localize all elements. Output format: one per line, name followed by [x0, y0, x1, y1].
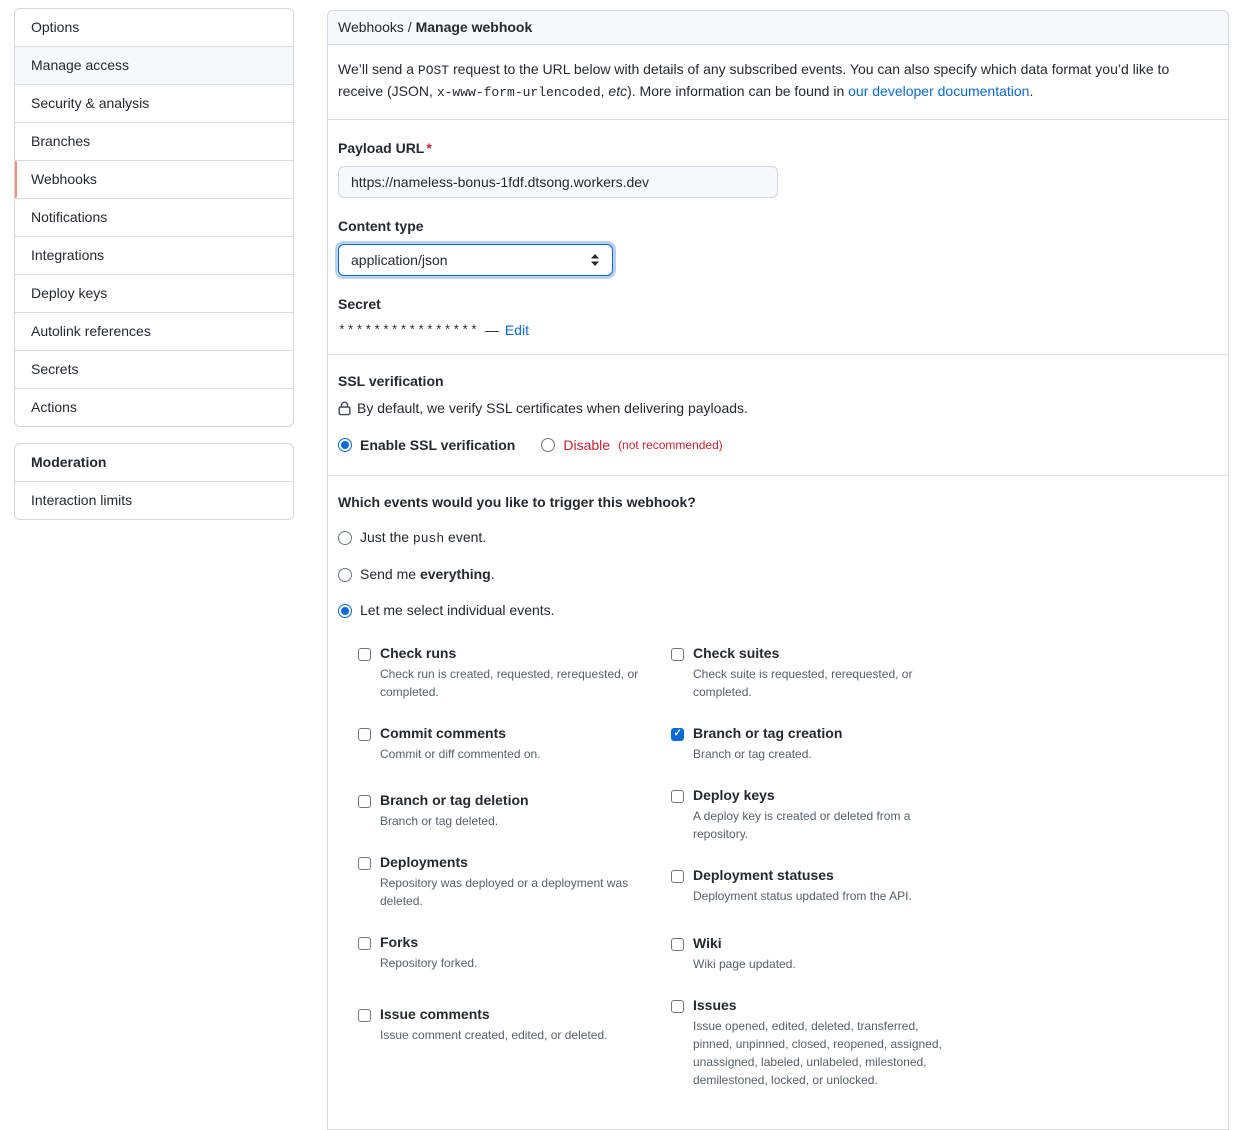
event-item-issue-comments: Issue comments Issue comment created, edited, or deleted. [358, 1006, 671, 1044]
sidebar-item-branches[interactable]: Branches [15, 122, 293, 160]
enable-ssl-label: Enable SSL verification [360, 437, 516, 453]
send-everything-label: Send me everything. [360, 566, 495, 582]
content-type-selected-value: application/json [351, 252, 448, 268]
commit-comments-checkbox[interactable] [358, 728, 371, 741]
urlencoded-code: x-www-form-urlencoded [436, 85, 601, 100]
branch-tag-deletion-checkbox[interactable] [358, 795, 371, 808]
event-column-right [671, 645, 971, 1113]
sidebar-item-deploy-keys[interactable]: Deploy keys [15, 274, 293, 312]
forks-checkbox[interactable] [358, 937, 371, 950]
secret-label: Secret [338, 296, 381, 312]
event-item-branch-tag-deletion: Branch or tag deletion Branch or tag deleted. [358, 792, 671, 830]
wiki-checkbox[interactable] [671, 938, 684, 951]
deployment-statuses-checkbox[interactable] [671, 870, 684, 883]
disable-ssl-label: Disable [563, 437, 611, 453]
sidebar-item-actions[interactable]: Actions [15, 388, 293, 426]
sidebar-item-notifications[interactable]: Notifications [15, 198, 293, 236]
intro-text: . [1029, 83, 1034, 99]
event-item-check-suites: Check suites Check suite is requested, rerequested, or completed. [671, 645, 971, 701]
lock-icon [338, 401, 351, 416]
events-section [328, 476, 1228, 1129]
sidebar-item-options[interactable]: Options [31, 19, 80, 35]
disable-ssl-note: (not recommended) [618, 438, 723, 452]
webhook-form-section [328, 120, 1228, 355]
ssl-verification-section [328, 355, 1228, 476]
enable-ssl-radio[interactable] [338, 438, 352, 452]
post-code: POST [417, 63, 450, 78]
secret-dash: — [484, 322, 499, 338]
event-checkbox-grid [358, 645, 1218, 1113]
intro-text: request to the URL below with details of any subscribed events. You can also specify which data format you’d like to receive (JSON, [338, 61, 1170, 99]
secret-edit-link[interactable]: Edit [504, 322, 529, 338]
sidebar-item-security-analysis[interactable]: Security & analysis [15, 84, 293, 122]
event-item-deployments: Deployments Repository was deployed or a deployment was deleted. [358, 854, 671, 910]
event-item-issues: Issues Issue opened, edited, deleted, transferred, pinned, unpinned, closed, reopened, assigned, unassigned, labeled, unlabeled, milestoned, demilestoned, locked, or unlocked. [671, 997, 971, 1089]
select-caret-icon [590, 253, 600, 267]
sidebar-item-interaction-limits[interactable]: Interaction limits [15, 481, 293, 519]
page-title: Manage webhook [415, 19, 533, 35]
event-item-forks: Forks Repository forked. [358, 934, 671, 972]
individual-events-label: Let me select individual events. [360, 602, 555, 618]
check-suites-checkbox[interactable] [671, 648, 684, 661]
event-item-deployment-statuses: Deployment statuses Deployment status updated from the API. [671, 867, 971, 905]
breadcrumb [328, 11, 1228, 45]
developer-documentation-link[interactable]: our developer documentation [848, 83, 1030, 99]
breadcrumb-separator: / [403, 19, 416, 35]
event-column-left [358, 645, 671, 1113]
payload-url-label-text: Payload URL [338, 140, 425, 156]
deployments-checkbox[interactable] [358, 857, 371, 870]
event-item-deploy-keys: Deploy keys A deploy key is created or deleted from a repository. [671, 787, 971, 843]
settings-sidebar [14, 8, 294, 520]
required-asterisk: * [426, 140, 432, 156]
intro-text: We’ll send a [338, 61, 418, 77]
content-type-select[interactable] [338, 244, 613, 276]
event-item-branch-tag-creation: ✓ Branch or tag creation Branch or tag created. [671, 725, 971, 763]
just-push-label: Just the push event. [360, 529, 487, 546]
ssl-verification-title: SSL verification [338, 373, 444, 389]
intro-text: ). More information can be found in [627, 83, 849, 99]
deploy-keys-checkbox[interactable] [671, 790, 684, 803]
event-item-check-runs: Check runs Check run is created, requested, rerequested, or completed. [358, 645, 671, 701]
event-item-wiki: Wiki Wiki page updated. [671, 935, 971, 973]
webhook-intro-text [328, 45, 1228, 120]
send-everything-radio[interactable] [338, 568, 352, 582]
payload-url-input[interactable] [338, 166, 778, 198]
breadcrumb-webhooks-link[interactable]: Webhooks [338, 19, 404, 35]
sidebar-item-autolink-references[interactable]: Autolink references [15, 312, 293, 350]
webhook-settings-panel [327, 10, 1229, 1130]
sidebar-item-integrations[interactable]: Integrations [15, 236, 293, 274]
sidebar-item-secrets[interactable]: Secrets [15, 350, 293, 388]
events-question: Which events would you like to trigger this webhook? [338, 494, 696, 510]
active-item-accent-bar [14, 161, 17, 198]
sidebar-item-manage-access[interactable]: Manage access [15, 46, 293, 84]
etc-italic: etc [608, 83, 628, 99]
settings-nav-box [14, 8, 294, 427]
event-item-commit-comments: Commit comments Commit or diff commented on. [358, 725, 671, 763]
check-runs-checkbox[interactable] [358, 648, 371, 661]
moderation-nav-box [14, 443, 294, 520]
just-push-radio[interactable] [338, 531, 352, 545]
payload-url-label [338, 140, 1218, 157]
content-type-label: Content type [338, 218, 424, 234]
sidebar-item-label: Webhooks [31, 171, 97, 187]
issues-checkbox[interactable] [671, 1000, 684, 1013]
secret-masked-value: **************** [338, 322, 479, 338]
individual-events-radio[interactable] [338, 604, 352, 618]
sidebar-item-webhooks[interactable] [15, 160, 293, 198]
issue-comments-checkbox[interactable] [358, 1009, 371, 1022]
moderation-section-header: Moderation [31, 454, 107, 470]
disable-ssl-radio[interactable] [541, 438, 555, 452]
intro-text: , [600, 83, 609, 99]
ssl-description: By default, we verify SSL certificates when delivering payloads. [357, 400, 748, 416]
branch-tag-creation-checkbox[interactable] [671, 728, 684, 741]
